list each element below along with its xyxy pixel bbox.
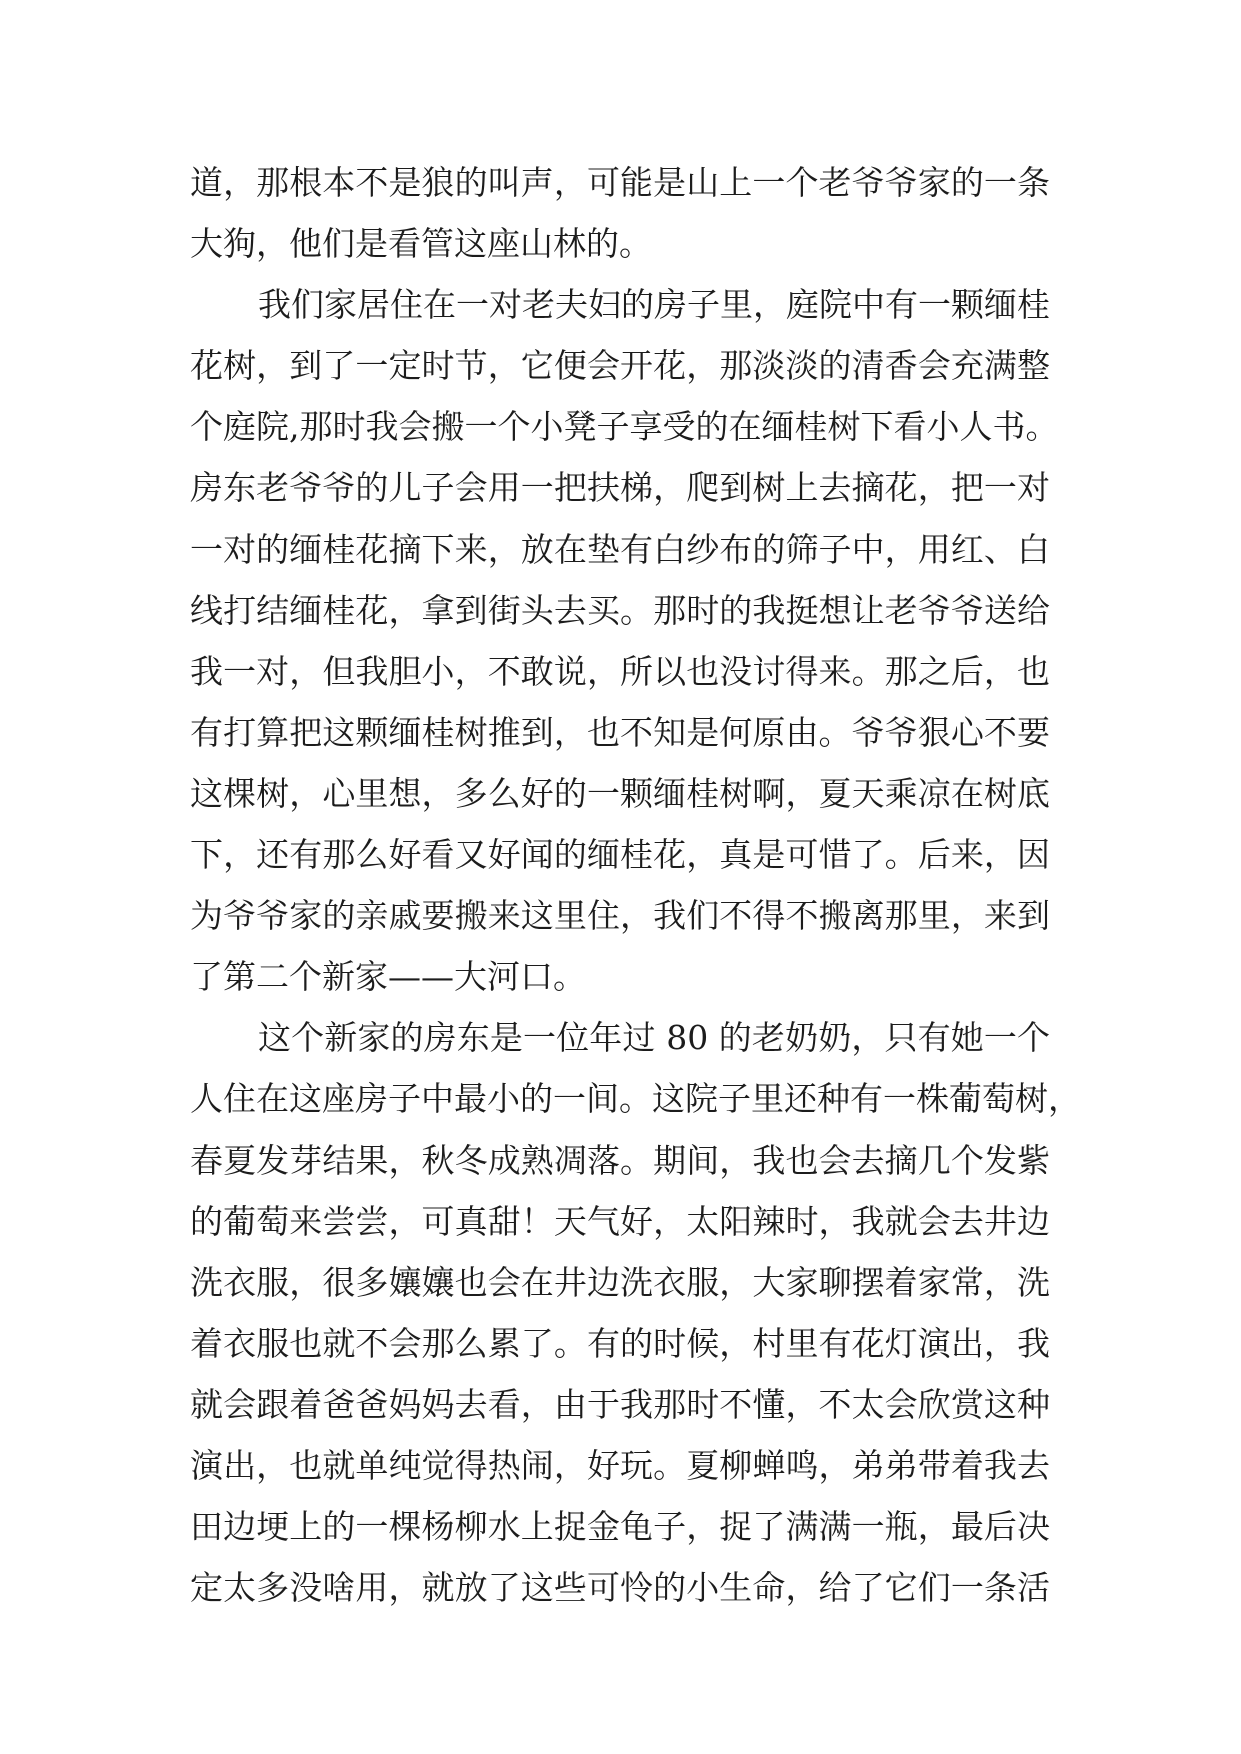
text-line: 为爷爷家的亲戚要搬来这里住，我们不得不搬离那里，来到	[190, 896, 1050, 936]
text-line: 定太多没啥用，就放了这些可怜的小生命，给了它们一条活	[190, 1568, 1050, 1608]
body-text	[190, 152, 1081, 1618]
text-line: 着衣服也就不会那么累了。有的时候，村里有花灯演出，我	[190, 1323, 1050, 1363]
text-line: 道，那根本不是狼的叫声，可能是山上一个老爷爷家的一条	[190, 163, 1050, 202]
text-line: 个庭院,那时我会搬一个小凳子享受的在缅桂树下看小人书。	[190, 407, 1059, 447]
text-line: 大狗，他们是看管这座山林的。	[190, 224, 652, 264]
text-line: 房东老爷爷的儿子会用一把扶梯，爬到树上去摘花，把一对	[190, 468, 1050, 508]
text-line: 有打算把这颗缅桂树推到，也不知是何原由。爷爷狠心不要	[190, 712, 1050, 752]
text-line: 这棵树，心里想，多么好的一颗缅桂树啊，夏天乘凉在树底	[190, 773, 1050, 813]
text-line: 花树，到了一定时节，它便会开花，那淡淡的清香会充满整	[190, 346, 1050, 386]
text-line: 人住在这座房子中最小的一间。这院子里还种有一株葡萄树，	[190, 1079, 1081, 1119]
text-line: 下，还有那么好看又好闻的缅桂花，真是可惜了。后来，因	[190, 835, 1050, 875]
text-line: 春夏发芽结果，秋冬成熟凋落。期间，我也会去摘几个发紫	[190, 1140, 1050, 1180]
text-line: 线打结缅桂花，拿到街头去买。那时的我挺想让老爷爷送给	[190, 590, 1050, 630]
paragraph-start-line: 这个新家的房东是一位年过 80 的老奶奶，只有她一个	[258, 1018, 1050, 1058]
text-line: 田边埂上的一棵杨柳水上捉金龟子，捉了满满一瓶，最后决	[190, 1507, 1050, 1547]
text-line: 了第二个新家——大河口。	[190, 957, 586, 997]
text-line: 一对的缅桂花摘下来，放在垫有白纱布的筛子中，用红、白	[190, 529, 1050, 569]
text-line: 的葡萄来尝尝，可真甜！天气好，太阳辣时，我就会去井边	[190, 1201, 1050, 1241]
text-line: 我一对，但我胆小，不敢说，所以也没讨得来。那之后，也	[190, 651, 1050, 691]
text-line: 演出，也就单纯觉得热闹，好玩。夏柳蝉鸣，弟弟带着我去	[190, 1445, 1050, 1485]
text-line: 洗衣服，很多孃孃也会在井边洗衣服，大家聊摆着家常，洗	[190, 1262, 1050, 1302]
paragraph-start-line: 我们家居住在一对老夫妇的房子里，庭院中有一颗缅桂	[258, 285, 1050, 325]
text-line: 就会跟着爸爸妈妈去看，由于我那时不懂，不太会欣赏这种	[190, 1384, 1050, 1424]
